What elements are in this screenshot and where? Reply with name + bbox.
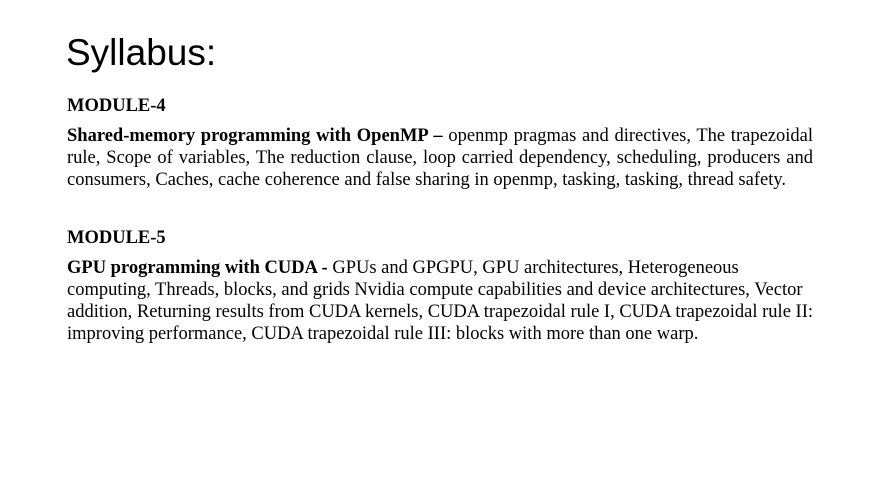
module-4-description [67, 125, 813, 191]
module-5-description [67, 257, 813, 345]
slide-content [67, 95, 813, 345]
module-4-topic: Shared-memory programming with OpenMP – [67, 126, 443, 146]
module-5-details: GPUs and GPGPU, GPU architectures, Heterogeneous computing, Threads, blocks, and grids Nvidia compute capabilities and device architectures, Vector addition, Returning results from CUDA kernels, CUDA trapezoidal rule I, CUDA trapezoidal rule II: improving performance, CUDA trapezoidal rule III: blocks with more than one warp. [67, 258, 813, 344]
module-4-heading: MODULE-4 [67, 96, 166, 116]
module-5-section [67, 227, 813, 345]
module-4-section [67, 95, 813, 191]
module-5-topic: GPU programming with CUDA - [67, 258, 328, 278]
module-5-heading: MODULE-5 [67, 228, 166, 248]
module-4-details: openmp pragmas and directives, The trapezoidal rule, Scope of variables, The reduction clause, loop carried dependency, scheduling, producers and consumers, Caches, cache coherence and false sharing in openmp, tasking, tasking, thread safety. [67, 126, 813, 190]
slide-title: Syllabus: [66, 32, 217, 73]
